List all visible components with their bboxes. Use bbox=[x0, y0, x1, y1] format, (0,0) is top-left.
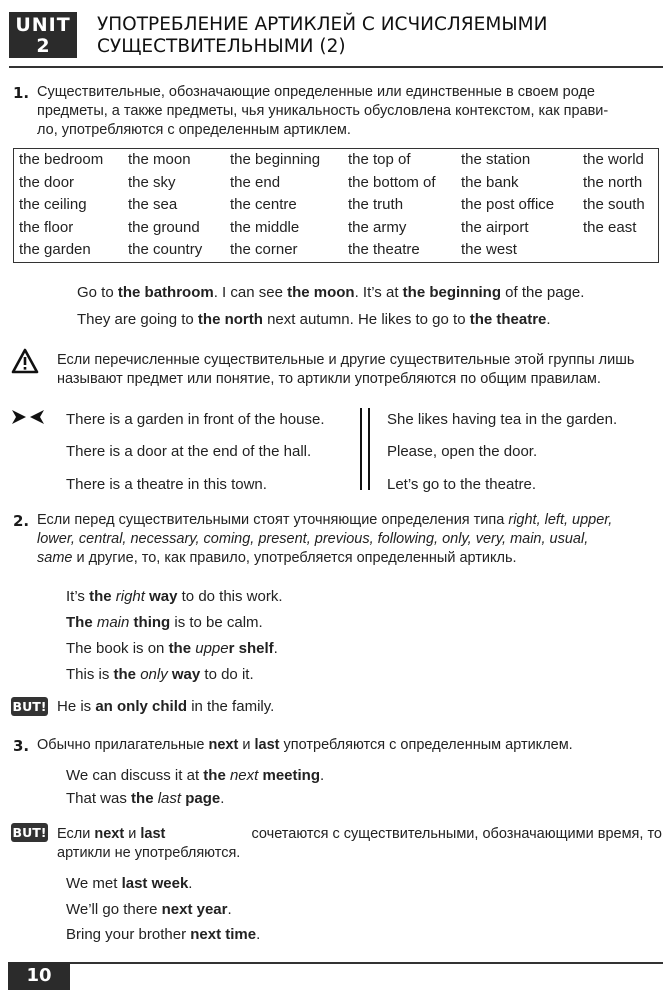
example-text: . It’s at bbox=[354, 284, 403, 301]
example-sentence bbox=[66, 588, 283, 606]
table-cell: the station bbox=[461, 151, 531, 168]
but-badge: BUT! bbox=[12, 699, 47, 714]
page-title-line-1: УПОТРЕБЛЕНИЕ АРТИКЛЕЙ С ИСЧИСЛЯЕМЫМИ bbox=[97, 14, 548, 35]
warning-icon bbox=[11, 348, 39, 374]
table-cell: the door bbox=[19, 173, 75, 191]
table-cell: the airport bbox=[461, 218, 529, 236]
example-text: It’s bbox=[66, 588, 90, 605]
example-sentence bbox=[66, 926, 260, 944]
section-1-text bbox=[37, 83, 662, 140]
table-cell: the top of bbox=[348, 151, 411, 168]
but-text-line bbox=[57, 825, 662, 844]
example-text: next autumn. He likes to go to bbox=[262, 311, 470, 328]
footer-divider bbox=[8, 962, 663, 964]
table-row bbox=[14, 194, 659, 217]
example-text: Bring your brother bbox=[66, 926, 191, 943]
example-bold: the bbox=[203, 767, 226, 784]
example-sentence bbox=[66, 901, 232, 919]
compare-left-item: There is a door at the end of the hall. bbox=[66, 443, 312, 460]
example-italic: main bbox=[96, 614, 130, 631]
table-cell: the beginning bbox=[230, 151, 321, 168]
table-cell: the bedroom bbox=[19, 151, 104, 168]
example-text: . bbox=[227, 901, 232, 918]
rule-text: Обычно прилагательные bbox=[37, 737, 209, 753]
example-sentence bbox=[77, 311, 551, 329]
table-cell: the world bbox=[583, 151, 644, 168]
example-text: to do this work. bbox=[177, 588, 283, 605]
example-text: to do it. bbox=[200, 666, 254, 683]
table-cell: the theatre bbox=[348, 241, 420, 259]
section-3-text bbox=[37, 736, 573, 755]
rule-italic: right, left, upper, bbox=[508, 512, 613, 528]
table-cell: the army bbox=[348, 218, 407, 236]
rule-italic: same bbox=[37, 550, 73, 566]
table-row bbox=[14, 239, 659, 262]
example-text: The book is on bbox=[66, 640, 169, 657]
table-cell: the centre bbox=[230, 196, 297, 214]
compare-left-item: There is a theatre in this town. bbox=[66, 476, 267, 493]
example-sentence bbox=[66, 767, 324, 785]
table-cell: the east bbox=[583, 218, 637, 236]
but-text-line: артикли не употребляются. bbox=[57, 845, 241, 861]
warning-text bbox=[57, 351, 662, 389]
rule-text: употребляются с определенным артиклем. bbox=[279, 737, 573, 753]
compare-divider bbox=[360, 408, 370, 490]
example-bold: the bbox=[168, 640, 192, 657]
example-text: of the page. bbox=[500, 284, 585, 301]
warning-text-line: Если перечисленные существительные и другие существительные этой группы лишь bbox=[57, 352, 635, 368]
but-badge: BUT! bbox=[12, 825, 47, 840]
example-text: . bbox=[256, 926, 261, 943]
example-bold: meeting bbox=[262, 767, 320, 784]
table-cell: the corner bbox=[230, 241, 298, 259]
rule-bold: last bbox=[140, 826, 166, 842]
example-sentence bbox=[66, 790, 224, 808]
table-cell: the north bbox=[583, 173, 643, 191]
rule-bold: last bbox=[254, 737, 280, 753]
example-text: We’ll go there bbox=[66, 901, 162, 918]
example-italic: last bbox=[157, 790, 182, 807]
compare-right-item: She likes having tea in the garden. bbox=[387, 411, 618, 428]
example-bold: the bathroom bbox=[117, 284, 214, 301]
table-cell: the west bbox=[461, 241, 517, 259]
table-cell: the ceiling bbox=[19, 196, 87, 214]
table-row bbox=[14, 172, 659, 195]
example-sentence bbox=[66, 666, 254, 684]
example-bold: next year bbox=[161, 901, 228, 918]
example-bold: next time bbox=[190, 926, 257, 943]
example-bold: the moon bbox=[287, 284, 355, 301]
table-cell: the garden bbox=[19, 241, 91, 259]
page-title-line-2: СУЩЕСТВИТЕЛЬНЫМИ (2) bbox=[97, 36, 346, 57]
example-sentence bbox=[66, 614, 263, 632]
section-2-number: 2. bbox=[13, 512, 30, 530]
section-2-text-line bbox=[37, 549, 662, 568]
compare-left-item: There is a garden in front of the house. bbox=[66, 411, 325, 428]
table-cell: the south bbox=[583, 196, 645, 214]
example-sentence bbox=[77, 284, 584, 302]
compare-right-item: Please, open the door. bbox=[387, 443, 538, 460]
rule-text: Если bbox=[57, 826, 95, 842]
example-sentence bbox=[66, 640, 278, 658]
example-text: They are going to bbox=[77, 311, 198, 328]
example-bold: The bbox=[66, 614, 93, 631]
example-text: That was bbox=[66, 790, 132, 807]
example-bold: the beginning bbox=[402, 284, 501, 301]
section-1-text-line: предметы, а также предметы, чья уникальность обусловлена контекстом, как прави- bbox=[37, 103, 609, 119]
section-2-text bbox=[37, 511, 662, 568]
compare-arrows-icon bbox=[11, 408, 45, 426]
table-row bbox=[14, 217, 659, 240]
table-cell: the post office bbox=[461, 196, 555, 214]
table-cell: the bottom of bbox=[348, 173, 436, 191]
example-bold: an only child bbox=[95, 698, 188, 715]
example-text: . bbox=[546, 311, 551, 328]
example-text: . bbox=[220, 790, 225, 807]
example-text: He is bbox=[57, 698, 96, 715]
example-bold: the bbox=[131, 790, 154, 807]
example-text: in the family. bbox=[187, 698, 275, 715]
rule-bold: next bbox=[208, 737, 239, 753]
example-bold: the north bbox=[197, 311, 263, 328]
table-cell: the country bbox=[128, 241, 203, 259]
example-bold: last week bbox=[121, 875, 189, 892]
section-2-text-line bbox=[37, 511, 662, 530]
but-example bbox=[57, 698, 274, 716]
unit-number: 2 bbox=[36, 35, 50, 57]
example-italic: uppe bbox=[195, 640, 229, 657]
section-3-number: 3. bbox=[13, 737, 30, 755]
table-cell: the truth bbox=[348, 196, 404, 214]
example-sentence bbox=[66, 875, 192, 893]
section-1-text-line: ло, употребляются с определенным артиклем. bbox=[37, 122, 351, 138]
example-text: We can discuss it at bbox=[66, 767, 204, 784]
example-bold: way bbox=[149, 588, 178, 605]
example-italic: right bbox=[115, 588, 145, 605]
words-table bbox=[13, 148, 659, 263]
table-row bbox=[14, 149, 659, 172]
example-text: . bbox=[273, 640, 278, 657]
example-bold: way bbox=[171, 666, 201, 683]
page-title bbox=[97, 14, 667, 58]
example-text: Go to bbox=[77, 284, 118, 301]
example-text: We met bbox=[66, 875, 122, 892]
rule-text: сочетаются с существительными, обозначающими время, то bbox=[251, 826, 662, 842]
example-italic: only bbox=[140, 666, 168, 683]
example-bold: the bbox=[113, 666, 137, 683]
table-cell: the middle bbox=[230, 218, 300, 236]
table-cell: the sky bbox=[128, 173, 176, 191]
rule-bold: next bbox=[94, 826, 125, 842]
rule-text: и bbox=[238, 737, 255, 753]
example-text: This is bbox=[66, 666, 114, 683]
example-bold: the bbox=[89, 588, 112, 605]
but-text-part bbox=[57, 825, 165, 844]
table-cell bbox=[578, 239, 659, 262]
but-text bbox=[57, 825, 662, 863]
rule-text: и другие, то, как правило, употребляется определенный артикль. bbox=[72, 550, 517, 566]
table-cell: the sea bbox=[128, 196, 178, 214]
section-1-number: 1. bbox=[13, 84, 30, 102]
example-bold: thing bbox=[133, 614, 171, 631]
table-cell: the end bbox=[230, 173, 281, 191]
unit-badge bbox=[9, 12, 77, 58]
unit-label: UNIT bbox=[15, 14, 71, 36]
table-cell: the floor bbox=[19, 218, 74, 236]
table-cell: the moon bbox=[128, 151, 191, 168]
table-cell: the ground bbox=[128, 218, 200, 236]
header-divider bbox=[9, 66, 663, 68]
example-text: . bbox=[320, 767, 325, 784]
example-text: . bbox=[188, 875, 193, 892]
section-1-text-line: Существительные, обозначающие определенные или единственные в своем роде bbox=[37, 84, 595, 100]
example-text: is to be calm. bbox=[170, 614, 263, 631]
table-cell: the bank bbox=[461, 173, 519, 191]
section-2-text-line bbox=[37, 530, 662, 549]
example-italic: next bbox=[229, 767, 259, 784]
example-text: . I can see bbox=[213, 284, 288, 301]
example-bold: page bbox=[185, 790, 221, 807]
rule-italic: lower, central, necessary, coming, present, previous, following, only, very, main, usual, bbox=[37, 531, 589, 547]
page-number: 10 bbox=[8, 962, 70, 990]
rule-text: Если перед существительными стоят уточняющие определения типа bbox=[37, 512, 509, 528]
rule-text: и bbox=[124, 826, 141, 842]
example-bold: the theatre bbox=[469, 311, 547, 328]
warning-text-line: называют предмет или понятие, то артикли употребляются по общим правилам. bbox=[57, 371, 601, 387]
compare-right-item: Let’s go to the theatre. bbox=[387, 476, 536, 493]
example-bold: r shelf bbox=[228, 640, 274, 657]
